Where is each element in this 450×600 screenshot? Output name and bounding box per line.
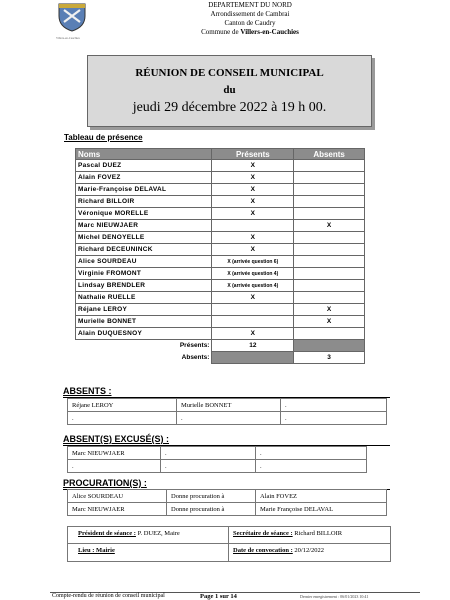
member-name: Nathalie RUELLE — [76, 292, 212, 304]
table-row — [76, 172, 365, 184]
absent-mark — [294, 208, 365, 220]
present-mark: X — [212, 160, 294, 172]
present-mark: X — [212, 208, 294, 220]
total-absent-value: 3 — [294, 352, 365, 364]
table-row — [76, 256, 365, 268]
meeting-title-box — [87, 55, 372, 127]
total-absent-label: Absents: — [181, 354, 210, 361]
table-row — [76, 292, 365, 304]
absent-mark — [294, 268, 365, 280]
member-name: Marc NIEUWJAER — [76, 220, 212, 232]
absent-mark — [294, 280, 365, 292]
absent-mark — [294, 184, 365, 196]
table-header-row — [76, 149, 365, 160]
table-row — [76, 328, 365, 340]
session-info-hdivider — [67, 543, 390, 544]
table-row — [68, 490, 387, 503]
col-header-present: Présents — [212, 149, 294, 160]
commune-prefix: Commune de — [201, 28, 241, 36]
present-mark — [212, 316, 294, 328]
absent-mark — [294, 196, 365, 208]
convocation-date: 20/12/2022 — [294, 547, 325, 554]
excused-table — [67, 446, 367, 473]
secretary-label: Secrétaire de séance : — [233, 530, 293, 537]
member-name: Richard BILLOIR — [76, 196, 212, 208]
proxies-table — [67, 489, 387, 516]
present-mark — [212, 220, 294, 232]
place-label: Lieu : Mairie — [78, 547, 115, 554]
absent-mark: X — [294, 316, 365, 328]
present-mark: X (arrivée question 6) — [212, 256, 294, 268]
member-name: Alice SOURDEAU — [76, 256, 212, 268]
excused-cell: . — [161, 447, 256, 460]
president-value: P. DUEZ, Maire — [137, 530, 180, 537]
proxies-title: PROCURATION(S) : — [63, 478, 147, 488]
proxy-action: Donne procuration à — [167, 503, 256, 516]
table-row — [68, 460, 367, 473]
proxy-receiver: Alain FOVEZ — [256, 490, 387, 503]
present-mark: X — [212, 172, 294, 184]
proxy-action: Donne procuration à — [167, 490, 256, 503]
table-row — [76, 160, 365, 172]
meeting-title-du: du — [223, 84, 236, 96]
absent-cell: . — [68, 412, 177, 425]
member-name: Virginie FROMONT — [76, 268, 212, 280]
commune-crest-logo — [55, 2, 89, 32]
table-row — [76, 184, 365, 196]
table-row — [68, 447, 367, 460]
present-mark: X — [212, 196, 294, 208]
proxy-giver: Marc NIEUWJAER — [68, 503, 167, 516]
table-row — [76, 208, 365, 220]
meeting-date: jeudi 29 décembre 2022 à 19 h 00. — [132, 100, 327, 115]
table-row — [76, 268, 365, 280]
total-absent-row — [76, 352, 365, 364]
table-row — [76, 196, 365, 208]
secretary-row — [233, 530, 342, 537]
present-mark: X (arrivée question 4) — [212, 280, 294, 292]
president-label: Président de séance : — [78, 530, 136, 537]
present-mark: X — [212, 184, 294, 196]
place-row — [78, 547, 115, 554]
secretary-value: Richard BILLOIR — [294, 530, 343, 537]
footer-doc-title: Compte-rendu de réunion de conseil municipal — [52, 593, 165, 599]
absent-mark — [294, 232, 365, 244]
absent-cell: . — [177, 412, 281, 425]
absents-title: ABSENTS : — [63, 386, 112, 396]
absent-mark — [294, 160, 365, 172]
table-row — [76, 280, 365, 292]
present-mark: X — [212, 292, 294, 304]
table-row — [76, 220, 365, 232]
department-line: DEPARTEMENT DU NORD — [208, 1, 292, 9]
proxy-giver: Alice SOURDEAU — [68, 490, 167, 503]
excused-cell: Marc NIEUWJAER — [68, 447, 161, 460]
absent-mark — [294, 172, 365, 184]
total-present-label: Présents: — [179, 342, 210, 350]
member-name: Alain DUQUESNOY — [76, 328, 212, 340]
member-name: Richard DECEUNINCK — [76, 244, 212, 256]
excused-cell: . — [256, 460, 367, 473]
table-row — [76, 316, 365, 328]
member-name: Murielle BONNET — [76, 316, 212, 328]
canton-line: Canton de Caudry — [224, 19, 276, 27]
commune-name: Villers-en-Cauchies — [240, 28, 299, 36]
absent-cell: . — [281, 412, 387, 425]
total-present-filler — [294, 340, 365, 352]
present-mark: X — [212, 244, 294, 256]
absent-cell: . — [281, 399, 387, 412]
presence-table-label: Tableau de présence — [64, 133, 143, 142]
absent-mark: X — [294, 304, 365, 316]
member-name: Marie-Françoise DELAVAL — [76, 184, 212, 196]
footer-last-saved: Dernier enregistrement : 06/01/2023 10:41 — [300, 594, 369, 599]
president-row — [78, 530, 180, 537]
convocation-label: Date de convocation : — [233, 547, 293, 554]
member-name: Michel DENOYELLE — [76, 232, 212, 244]
absent-mark — [294, 328, 365, 340]
table-row — [68, 412, 387, 425]
table-row — [76, 232, 365, 244]
arrondissement-line: Arrondissement de Cambrai — [210, 10, 290, 18]
present-mark: X (arrivée question 4) — [212, 268, 294, 280]
table-row — [76, 304, 365, 316]
table-row — [76, 244, 365, 256]
absent-cell: Réjane LEROY — [68, 399, 177, 412]
convocation-row — [233, 547, 324, 554]
absents-table — [67, 398, 387, 425]
table-row — [68, 503, 387, 516]
crest-caption: Villers-en-Cauchies — [56, 36, 80, 40]
present-mark: X — [212, 232, 294, 244]
member-name: Véronique MORELLE — [76, 208, 212, 220]
absent-cell: Murielle BONNET — [177, 399, 281, 412]
member-name: Alain FOVEZ — [76, 172, 212, 184]
member-name: Pascal DUEZ — [76, 160, 212, 172]
total-present-row — [76, 340, 365, 352]
member-name: Lindsay BRENDLER — [76, 280, 212, 292]
excused-cell: . — [68, 460, 161, 473]
absent-mark — [294, 256, 365, 268]
member-name: Réjane LEROY — [76, 304, 212, 316]
total-present-value: 12 — [212, 340, 294, 352]
present-mark: X — [212, 328, 294, 340]
meeting-title: RÉUNION DE CONSEIL MUNICIPAL — [135, 67, 324, 79]
excused-cell: . — [161, 460, 256, 473]
col-header-names: Noms — [76, 149, 212, 160]
presence-table — [75, 148, 365, 364]
absent-mark — [294, 292, 365, 304]
footer-page-number: Page 1 sur 14 — [200, 593, 237, 600]
table-row — [68, 399, 387, 412]
total-absent-filler — [212, 352, 294, 364]
excused-cell: . — [256, 447, 367, 460]
excused-title: ABSENT(S) EXCUSÉ(S) : — [63, 434, 170, 444]
present-mark — [212, 304, 294, 316]
proxy-receiver: Marie Françoise DELAVAL — [256, 503, 387, 516]
col-header-absent: Absents — [294, 149, 365, 160]
commune-line — [150, 28, 350, 37]
absent-mark — [294, 244, 365, 256]
absent-mark: X — [294, 220, 365, 232]
